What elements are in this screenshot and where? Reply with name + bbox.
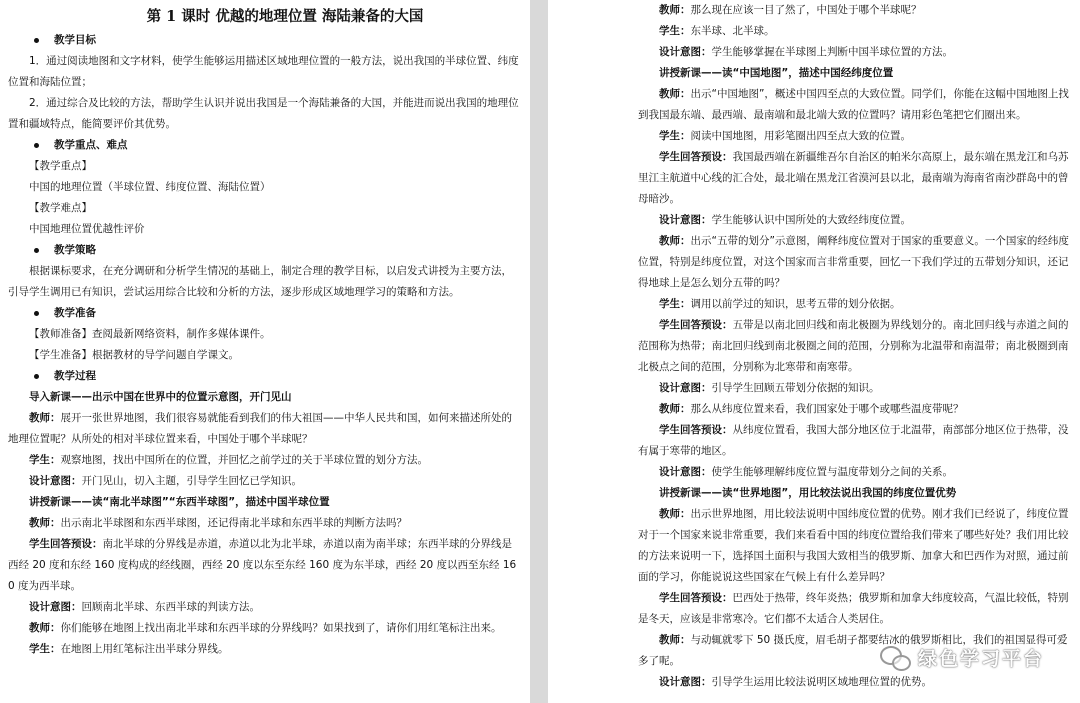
section-heading-text: 教学目标 (54, 34, 96, 46)
left-page-body (8, 30, 522, 660)
dialogue-paragraph (638, 315, 1072, 378)
paragraph: 【教师准备】查阅最新网络资料，制作多媒体课件。 (29, 328, 271, 340)
paragraph: 中国地理位置优越性评价 (29, 223, 145, 235)
section-heading-text: 教学准备 (54, 307, 96, 319)
paragraph-text: 学生能够认识中国所处的大致经纬度位置。 (711, 214, 911, 226)
dialogue-paragraph (638, 210, 1072, 231)
dialogue-paragraph (638, 42, 1072, 63)
paragraph-text: 引导学生运用比较法说明区域地理位置的优势。 (711, 676, 932, 688)
lesson-title: 第 1 课时 优越的地理位置 海陆兼备的大国 (146, 8, 424, 25)
dialogue-paragraph (638, 504, 1072, 588)
dialogue-paragraph (8, 639, 522, 660)
speaker-label: 学生回答预设： (659, 592, 733, 604)
dialogue-paragraph (8, 513, 522, 534)
paragraph-text: 那么现在应该一目了然了，中国处于哪个半球呢？ (690, 4, 922, 16)
dialogue-paragraph (638, 84, 1072, 126)
paragraph-text: 五带是以南北回归线和南北极圈为界线划分的。南北回归线与赤道之间的范围称为热带；南北回归线到南北极圈之间的范围，分别称为北温带和南温带；南北极圈到南北极点之间的范围，分别称为北寒带和南寒带。 (638, 319, 1069, 373)
paragraph-text: 引导学生回顾五带划分依据的知识。 (711, 382, 880, 394)
speaker-label: 教师： (659, 235, 691, 247)
speaker-label: 学生回答预设： (659, 424, 733, 436)
dialogue-paragraph (8, 450, 522, 471)
speaker-label: 设计意图： (29, 601, 82, 613)
paragraph-text: 观察地图，找出中国所在的位置，并回忆之前学过的关于半球位置的划分方法。 (60, 454, 428, 466)
subsection-heading: 导入新课——出示中国在世界中的位置示意图，开门见山 (29, 391, 292, 403)
paragraph-text: 出示南北半球图和东西半球图，还记得南北半球和东西半球的判断方法吗？ (60, 517, 407, 529)
dialogue-paragraph (638, 420, 1072, 462)
dialogue-paragraph (8, 618, 522, 639)
subsection-heading: 讲授新课——读“中国地图”，描述中国经纬度位置 (659, 67, 894, 79)
dialogue-paragraph (638, 399, 1072, 420)
paragraph-text: 回顾南北半球、东西半球的判读方法。 (81, 601, 260, 613)
paragraph: 【教学重点】 (29, 160, 92, 172)
section-heading-text: 教学过程 (54, 370, 96, 382)
section-heading (8, 135, 522, 156)
dialogue-paragraph (638, 0, 1072, 21)
right-page (548, 0, 1080, 703)
dialogue-paragraph (638, 147, 1072, 210)
dialogue-paragraph (638, 672, 1072, 693)
paragraph-text: 使学生能够理解纬度位置与温度带划分之间的关系。 (711, 466, 953, 478)
subsection-heading: 讲授新课——读“世界地图”，用比较法说出我国的纬度位置优势 (659, 487, 957, 499)
speaker-label: 教师： (29, 517, 61, 529)
paragraph: 中国的地理位置（半球位置、纬度位置、海陆位置） (29, 181, 271, 193)
paragraph: 2．通过综合及比较的方法，帮助学生认识并说出我国是一个海陆兼备的大国，并能进而说出我国的地理位置和疆域特点，能简要评价其优势。 (8, 97, 519, 130)
section-heading (8, 30, 522, 51)
speaker-label: 学生回答预设： (659, 319, 733, 331)
paragraph-text: 调用以前学过的知识，思考五带的划分依据。 (690, 298, 901, 310)
paragraph-text: 展开一张世界地图，我们很容易就能看到我们的伟大祖国——中华人民共和国，如何来描述所处的地理位置呢？从所处的相对半球位置来看，中国处于哪个半球呢？ (8, 412, 512, 445)
paragraph-text: 南北半球的分界线是赤道，赤道以北为北半球，赤道以南为南半球；东西半球的分界线是西经 20 度和东经 160 度构成的经线圈，西经 20 度以东至东经 160 度为东半球，西经 20 度以西至东经 160 度为西半球。 (8, 538, 517, 592)
paragraph-text: 你们能够在地图上找出南北半球和东西半球的分界线吗？如果找到了，请你们用红笔标注出来。 (60, 622, 502, 634)
paragraph: 【教学难点】 (29, 202, 92, 214)
left-page (0, 0, 530, 703)
speaker-label: 设计意图： (29, 475, 82, 487)
speaker-label: 教师： (659, 508, 691, 520)
speaker-label: 学生： (29, 643, 61, 655)
right-page-body (638, 0, 1072, 693)
paragraph-text: 巴西处于热带，终年炎热；俄罗斯和加拿大纬度较高，气温比较低，特别是冬天，应该是非常寒冷。它们都不太适合人类居住。 (638, 592, 1069, 625)
dialogue-paragraph (8, 471, 522, 492)
paragraph: 根据课标要求，在充分调研和分析学生情况的基础上，制定合理的教学目标，以启发式讲授为主要方法，引导学生调用已有知识，尝试运用综合比较和分析的方法，逐步形成区域地理学习的策略和方法。 (8, 265, 512, 298)
dialogue-paragraph (638, 294, 1072, 315)
paragraph-text: 从纬度位置看，我国大部分地区位于北温带，南部部分地区位于热带，没有属于寒带的地区。 (638, 424, 1069, 457)
paragraph-text: 出示世界地图，用比较法说明中国纬度位置的优势。刚才我们已经说了，纬度位置对于一个国家来说非常重要，我们来看看中国的纬度位置给我们带来了哪些好处？我们用比较的方法来说明一下，选择国土面积与我国大致相当的俄罗斯、加拿大和巴西作为对照，通过前面的学习，你能说说这些国家在气候上有什么差异吗？ (638, 508, 1069, 583)
speaker-label: 教师： (29, 412, 61, 424)
dialogue-paragraph (638, 588, 1072, 630)
dialogue-paragraph (8, 408, 522, 450)
paragraph-text: 学生能够掌握在半球图上判断中国半球位置的方法。 (711, 46, 953, 58)
speaker-label: 设计意图： (659, 676, 712, 688)
subsection-heading: 讲授新课——读“南北半球图”“东西半球图”，描述中国半球位置 (29, 496, 330, 508)
paragraph-text: 阅读中国地图，用彩笔圈出四至点大致的位置。 (690, 130, 911, 142)
speaker-label: 学生回答预设： (659, 151, 733, 163)
paragraph: 1．通过阅读地图和文字材料，使学生能够运用描述区域地理位置的一般方法，说出我国的半球位置、纬度位置和海陆位置； (8, 55, 519, 88)
section-heading (8, 303, 522, 324)
speaker-label: 教师： (659, 4, 691, 16)
dialogue-paragraph (8, 534, 522, 597)
dialogue-paragraph (638, 21, 1072, 42)
speaker-label: 教师： (659, 403, 691, 415)
speaker-label: 设计意图： (659, 466, 712, 478)
paragraph-text: 与动辄就零下 50 摄氏度，眉毛胡子都要结冰的俄罗斯相比，我们的祖国显得可爱多了呢。 (638, 634, 1068, 667)
speaker-label: 设计意图： (659, 214, 712, 226)
speaker-label: 设计意图： (659, 382, 712, 394)
paragraph-text: 东半球、北半球。 (690, 25, 775, 37)
dialogue-paragraph (638, 231, 1072, 294)
dialogue-paragraph (638, 378, 1072, 399)
speaker-label: 教师： (659, 634, 691, 646)
speaker-label: 学生： (659, 130, 691, 142)
speaker-label: 教师： (659, 88, 691, 100)
speaker-label: 学生： (29, 454, 61, 466)
dialogue-paragraph (638, 126, 1072, 147)
dialogue-paragraph (638, 462, 1072, 483)
paragraph-text: 我国最西端在新疆维吾尔自治区的帕米尔高原上，最东端在黑龙江和乌苏里江主航道中心线的汇合处，最北端在黑龙江省漠河县以北，最南端为海南省南沙群岛中的曾母暗沙。 (638, 151, 1069, 205)
speaker-label: 学生回答预设： (29, 538, 103, 550)
paragraph-text: 那么从纬度位置来看，我们国家处于哪个或哪些温度带呢？ (690, 403, 964, 415)
speaker-label: 设计意图： (659, 46, 712, 58)
speaker-label: 学生： (659, 298, 691, 310)
paragraph-text: 出示“五带的划分”示意图，阐释纬度位置对于国家的重要意义。一个国家的经纬度位置，特别是纬度位置，对这个国家而言非常重要，回忆一下我们学过的五带划分知识，还记得地球上是怎么划分五带的吗？ (638, 235, 1069, 289)
section-heading (8, 366, 522, 387)
paragraph-text: 开门见山，切入主题，引导学生回忆已学知识。 (81, 475, 302, 487)
section-heading-text: 教学策略 (54, 244, 96, 256)
speaker-label: 教师： (29, 622, 61, 634)
dialogue-paragraph (8, 597, 522, 618)
wechat-icon (880, 646, 910, 670)
watermark-text: 绿色学习平台 (917, 648, 1044, 670)
paragraph: 【学生准备】根据教材的导学问题自学课文。 (29, 349, 239, 361)
paragraph-text: 在地图上用红笔标注出半球分界线。 (60, 643, 229, 655)
speaker-label: 学生： (659, 25, 691, 37)
paragraph-text: 出示“中国地图”，概述中国四至点的大致位置。同学们，你能在这幅中国地图上找到我国最东端、最西端、最南端和最北端大致的位置吗？请用彩色笔把它们圈出来。 (638, 88, 1069, 121)
watermark (880, 644, 1044, 671)
section-heading (8, 240, 522, 261)
section-heading-text: 教学重点、难点 (54, 139, 128, 151)
